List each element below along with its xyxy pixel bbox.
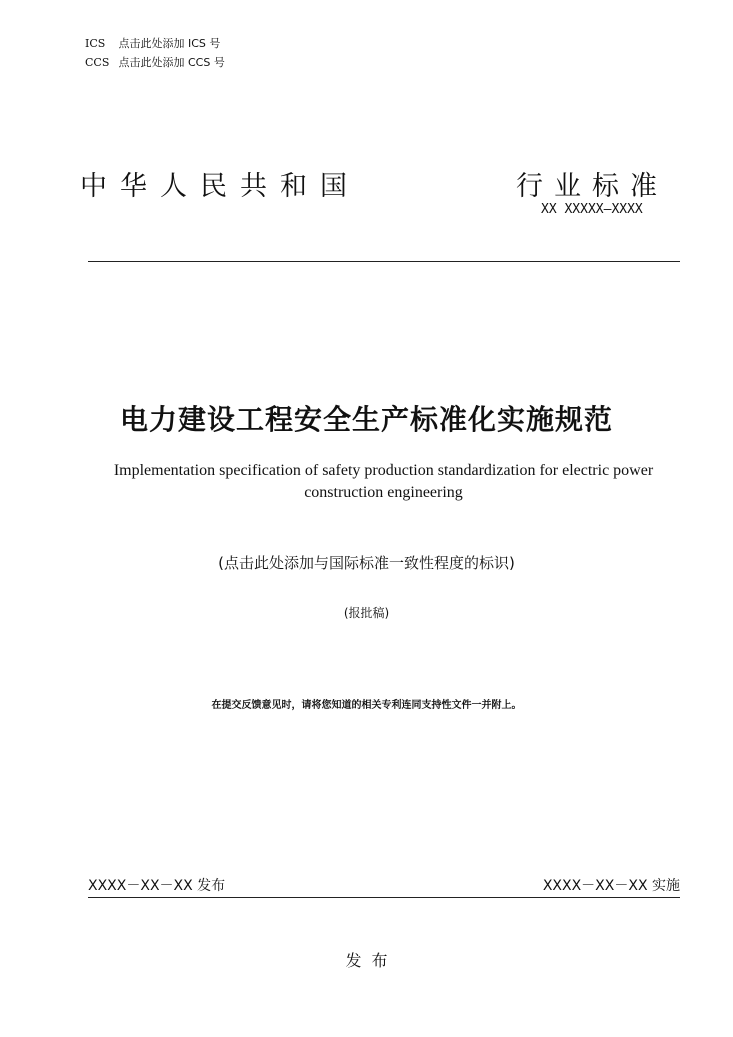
ics-value[interactable]: 点击此处添加 ICS 号 — [118, 37, 221, 50]
ccs-code[interactable] — [85, 56, 225, 70]
header-divider — [88, 261, 680, 262]
publish-date: XXXX－XX－XX 发布 — [88, 878, 226, 894]
ccs-label: CCS — [85, 56, 110, 69]
document-title-chinese: 电力建设工程安全生产标准化实施规范 — [119, 403, 613, 436]
country-name: 中华人民共和国 — [80, 171, 360, 202]
conformity-note[interactable]: (点击此处添加与国际标准一致性程度的标识) — [218, 554, 515, 572]
feedback-note: 在提交反馈意见时，请将您知道的相关专利连同支持性文件一并附上。 — [211, 700, 522, 711]
draft-stage: (报批稿) — [343, 606, 390, 620]
standard-category: 行业标准 — [516, 171, 668, 202]
issuer-line: 发布 — [345, 951, 398, 970]
standard-number: XX XXXXX—XXXX — [541, 202, 643, 217]
document-title-english: Implementation specification of safety production standardization for electric power construction engineering — [113, 462, 654, 501]
ccs-value[interactable]: 点击此处添加 CCS 号 — [118, 56, 225, 69]
ics-code[interactable] — [85, 37, 220, 51]
ics-label: ICS — [85, 37, 106, 50]
implement-date: XXXX－XX－XX 实施 — [542, 878, 680, 894]
footer-divider — [88, 897, 680, 898]
